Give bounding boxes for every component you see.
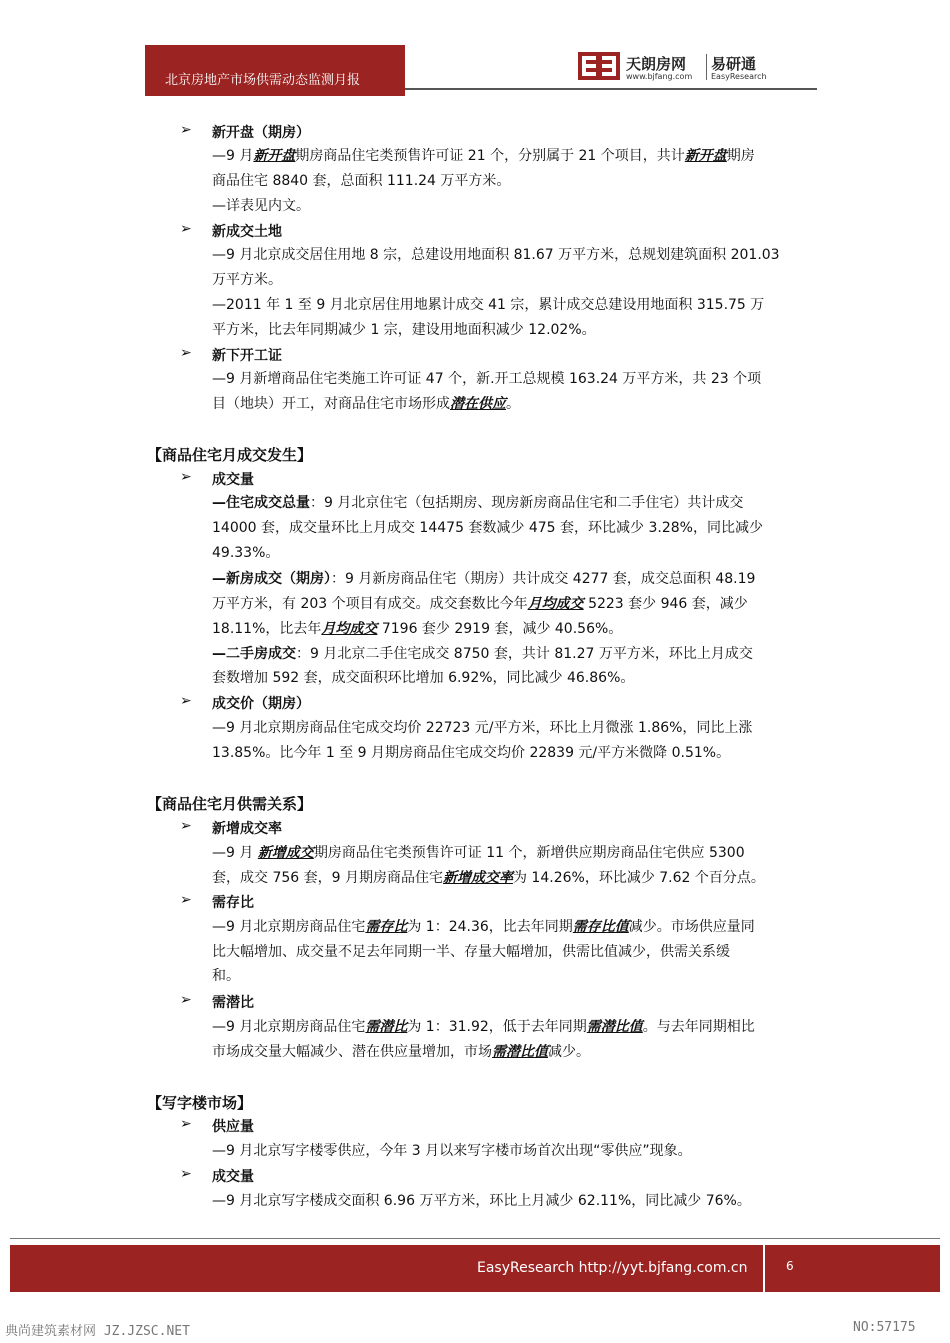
paragraph-line: —9 月北京期房商品住宅需潜比为 1：31.92，低于去年同期需潜比值。与去年同期相比 xyxy=(212,1019,755,1035)
paragraph-line: —住宅成交总量：9 月北京住宅（包括期房、现房新房商品住宅和二手住宅）共计成交 xyxy=(212,495,744,511)
logo-url: www.bjfang.com xyxy=(626,72,693,81)
footer-divider xyxy=(763,1245,765,1292)
item-label-volume: 成交量 xyxy=(212,472,254,488)
paragraph-line: 和。 xyxy=(212,968,240,984)
section-heading: 【商品住宅月供需关系】 xyxy=(147,795,313,813)
paragraph-line: 18.11%，比去年月均成交 7196 套少 2919 套，减少 40.56%。 xyxy=(212,621,623,637)
logo-brand-name: 天朗房网 xyxy=(626,55,687,73)
item-label-demand-stock-ratio: 需存比 xyxy=(212,895,254,911)
watermark-right: NO:57175 xyxy=(853,1320,916,1335)
item-label-office-supply: 供应量 xyxy=(212,1119,254,1135)
bullet-icon: ➢ xyxy=(180,345,192,361)
section-heading: 【写字楼市场】 xyxy=(147,1094,253,1112)
paragraph-line: 14000 套，成交量环比上月成交 14475 套数减少 475 套，环比减少 3.28%，同比减少 xyxy=(212,520,763,536)
page-number: 6 xyxy=(786,1259,794,1273)
paragraph-line: 套，成交 756 套，9 月期房商品住宅新增成交率为 14.26%，环比减少 7.62 个百分点。 xyxy=(212,870,765,886)
paragraph-line: 商品住宅 8840 套，总面积 111.24 万平方米。 xyxy=(212,173,511,189)
logo-product-en: EasyResearch xyxy=(711,72,767,81)
paragraph-line: —9 月 新增成交期房商品住宅类预售许可证 11 个，新增供应期房商品住宅供应 5300 xyxy=(212,845,745,861)
footer-bar xyxy=(10,1245,940,1292)
item-label-price: 成交价（期房） xyxy=(212,696,310,712)
paragraph-line: —9 月北京成交居住用地 8 宗，总建设用地面积 81.67 万平方米，总规划建筑面积 201.03 xyxy=(212,247,780,263)
footer-link[interactable]: EasyResearch http://yyt.bjfang.com.cn xyxy=(477,1260,748,1276)
paragraph-line: —二手房成交：9 月北京二手住宅成交 8750 套，共计 81.27 万平方米，环比上月成交 xyxy=(212,646,753,662)
bullet-icon: ➢ xyxy=(180,122,192,138)
paragraph-line: —9 月新增商品住宅类施工许可证 47 个，新.开工总规模 163.24 万平方米，共 23 个项 xyxy=(212,371,762,387)
bullet-icon: ➢ xyxy=(180,818,192,834)
paragraph-line: —详表见内文。 xyxy=(212,198,310,214)
paragraph-line: 49.33%。 xyxy=(212,545,280,561)
bullet-icon: ➢ xyxy=(180,469,192,485)
header-rule xyxy=(405,88,817,90)
paragraph-line: —9 月北京写字楼零供应，今年 3 月以来写字楼市场首次出现“零供应”现象。 xyxy=(212,1143,692,1159)
logo-product-name: 易研通 xyxy=(711,55,757,73)
paragraph-line: 平方米，比去年同期减少 1 宗，建设用地面积减少 12.02%。 xyxy=(212,322,596,338)
bullet-icon: ➢ xyxy=(180,1166,192,1182)
paragraph-line: 万平方米。 xyxy=(212,272,282,288)
section-heading: 【商品住宅月成交发生】 xyxy=(147,446,313,464)
item-label-office-volume: 成交量 xyxy=(212,1169,254,1185)
paragraph-line: —新房成交（期房）：9 月新房商品住宅（期房）共计成交 4277 套，成交总面积 48.19 xyxy=(212,571,756,587)
bullet-icon: ➢ xyxy=(180,992,192,1008)
watermark-left: 典尚建筑素材网 JZ.JZSC.NET xyxy=(5,1324,190,1339)
paragraph-line: —9 月北京期房商品住宅成交均价 22723 元/平方米，环比上月微涨 1.86%，同比上涨 xyxy=(212,720,753,736)
item-label-demand-potential-ratio: 需潜比 xyxy=(212,995,254,1011)
bullet-icon: ➢ xyxy=(180,1116,192,1132)
item-label-new-deal-rate: 新增成交率 xyxy=(212,821,282,837)
paragraph-line: 目（地块）开工，对商品住宅市场形成潜在供应。 xyxy=(212,396,520,412)
paragraph-line: —9 月北京期房商品住宅需存比为 1：24.36，比去年同期需存比值减少。市场供应量同 xyxy=(212,919,755,935)
paragraph-line: 比大幅增加、成交量不足去年同期一半、存量大幅增加，供需比值减少，供需关系缓 xyxy=(212,944,730,960)
item-label-new-opening: 新开盘（期房） xyxy=(212,125,310,141)
bullet-icon: ➢ xyxy=(180,221,192,237)
paragraph-line: 套数增加 592 套，成交面积环比增加 6.92%，同比减少 46.86%。 xyxy=(212,670,635,686)
paragraph-line: 万平方米，有 203 个项目有成交。成交套数比今年月均成交 5223 套少 946 套，减少 xyxy=(212,596,748,612)
paragraph-line: —9 月新开盘期房商品住宅类预售许可证 21 个，分别属于 21 个项目，共计新开盘期房 xyxy=(212,148,755,164)
item-label-land: 新成交土地 xyxy=(212,224,282,240)
paragraph-line: —9 月北京写字楼成交面积 6.96 万平方米，环比上月减少 62.11%，同比减少 76%。 xyxy=(212,1193,751,1209)
item-label-construction: 新下开工证 xyxy=(212,348,282,364)
paragraph-line: 13.85%。比今年 1 至 9 月期房商品住宅成交均价 22839 元/平方米微降 0.51%。 xyxy=(212,745,731,761)
logo-divider xyxy=(706,54,707,80)
footer-rule xyxy=(10,1238,940,1239)
bullet-icon: ➢ xyxy=(180,892,192,908)
paragraph-line: —2011 年 1 至 9 月北京居住用地累计成交 41 宗，累计成交总建设用地面积 315.75 万 xyxy=(212,297,765,313)
header-banner xyxy=(145,45,405,96)
paragraph-line: 市场成交量大幅减少、潜在供应量增加，市场需潜比值减少。 xyxy=(212,1044,590,1060)
bullet-icon: ➢ xyxy=(180,693,192,709)
report-title: 北京房地产市场供需动态监测月报 xyxy=(165,73,361,88)
logo-mark-icon xyxy=(578,52,620,80)
